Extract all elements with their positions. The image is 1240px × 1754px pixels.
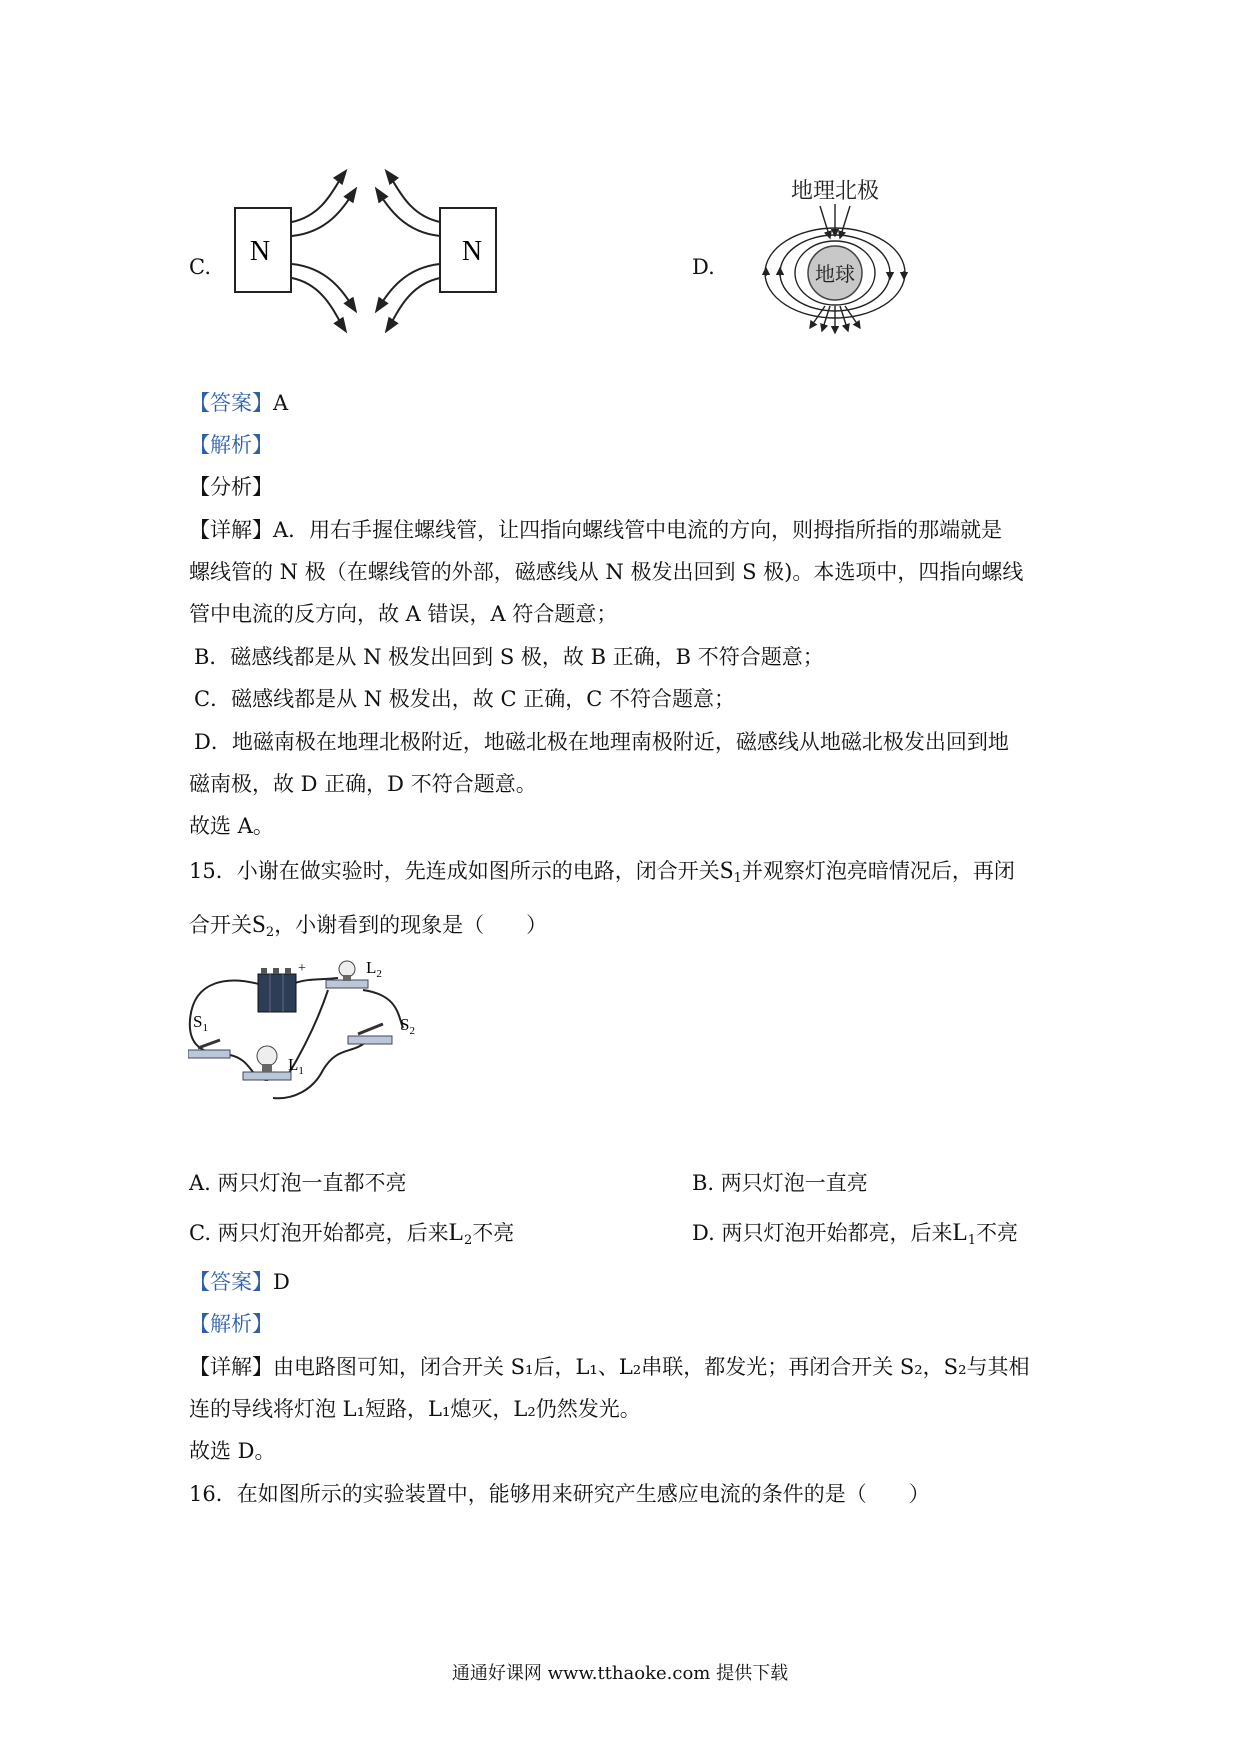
q15-option-a: A. 两只灯泡一直都不亮 <box>189 1171 407 1195</box>
q15-detail-line-1: 【详解】由电路图可知，闭合开关 S₁后，L₁、L₂串联，都发光；再闭合开关 S₂，S₂与其相 <box>189 1355 1030 1379</box>
q15-detail-line-2: 连的导线将灯泡 L₁短路，L₁熄灭，L₂仍然发光。 <box>189 1397 641 1421</box>
q14-analysis-tag: 【解析】 <box>189 433 273 457</box>
geo-north-pole-label: 地理北极 <box>790 179 880 204</box>
q15-stem-line-2: 合开关$S_2$，小谢看到的现象是（ ） <box>189 911 548 940</box>
bulb-l1-icon <box>243 1046 291 1080</box>
q15-option-b: B. 两只灯泡一直亮 <box>692 1171 868 1195</box>
q14-detail-d-2: 磁南极，故 D 正确，D 不符合题意。 <box>189 772 537 796</box>
figure-two-n-poles <box>230 160 500 340</box>
q14-detail-c: C．磁感线都是从 N 极发出，故 C 正确，C 不符合题意； <box>194 687 735 711</box>
magnet-left-n-label: N <box>249 236 271 267</box>
page-footer: 通通好课网 www.tthaoke.com 提供下载 <box>451 1663 789 1684</box>
q15-analysis-tag: 【解析】 <box>189 1312 273 1336</box>
q15-option-d: D. 两只灯泡开始都亮，后来$L_1$不亮 <box>692 1219 1019 1248</box>
q14-detail-line-3: 管中电流的反方向，故 A 错误，A 符合题意； <box>189 602 618 626</box>
figure-circuit <box>188 960 458 1125</box>
q16-stem: 16．在如图所示的实验装置中，能够用来研究产生感应电流的条件的是（ ） <box>189 1482 930 1506</box>
label-l1: $L_1$ <box>288 1055 304 1077</box>
q15-conclusion: 故选 D。 <box>189 1439 276 1463</box>
switch-s2-icon <box>348 1024 392 1044</box>
option-c-label: C. <box>189 255 211 279</box>
magnet-right-n-label: N <box>461 236 483 267</box>
bulb-l2-icon <box>326 961 368 988</box>
q15-stem-line-1: 15．小谢在做实验时，先连成如图所示的电路，闭合开关$S_1$并观察灯泡亮暗情况后，再闭 <box>189 857 1015 886</box>
q15-answer-line: 【答案】D <box>189 1270 290 1294</box>
battery-icon <box>258 968 296 1012</box>
q15-option-c: C. 两只灯泡开始都亮，后来$L_2$不亮 <box>189 1219 515 1248</box>
option-d-label: D. <box>692 255 715 279</box>
battery-plus-label: + <box>298 961 306 976</box>
q14-fenxi-tag: 【分析】 <box>189 475 273 499</box>
q14-answer-line: 【答案】A <box>189 391 289 415</box>
q14-detail-d-1: D．地磁南极在地理北极附近，地磁北极在地理南极附近，磁感线从地磁北极发出回到地 <box>194 730 1009 754</box>
label-s1: $S_1$ <box>193 1012 208 1034</box>
earth-label: 地球 <box>815 262 855 286</box>
label-s2: $S_2$ <box>400 1015 415 1037</box>
q14-conclusion: 故选 A。 <box>189 814 274 838</box>
q14-detail-line-2: 螺线管的 N 极（在螺线管的外部，磁感线从 N 极发出回到 S 极)。本选项中，四指向螺线 <box>189 560 1024 584</box>
q14-detail-b: B．磁感线都是从 N 极发出回到 S 极，故 B 正确，B 不符合题意； <box>194 645 824 669</box>
figure-earth-magnetic-field <box>750 176 920 346</box>
label-l2: $L_2$ <box>366 960 382 980</box>
q14-detail-line-1: 【详解】A．用右手握住螺线管，让四指向螺线管中电流的方向，则拇指所指的那端就是 <box>189 518 1003 542</box>
